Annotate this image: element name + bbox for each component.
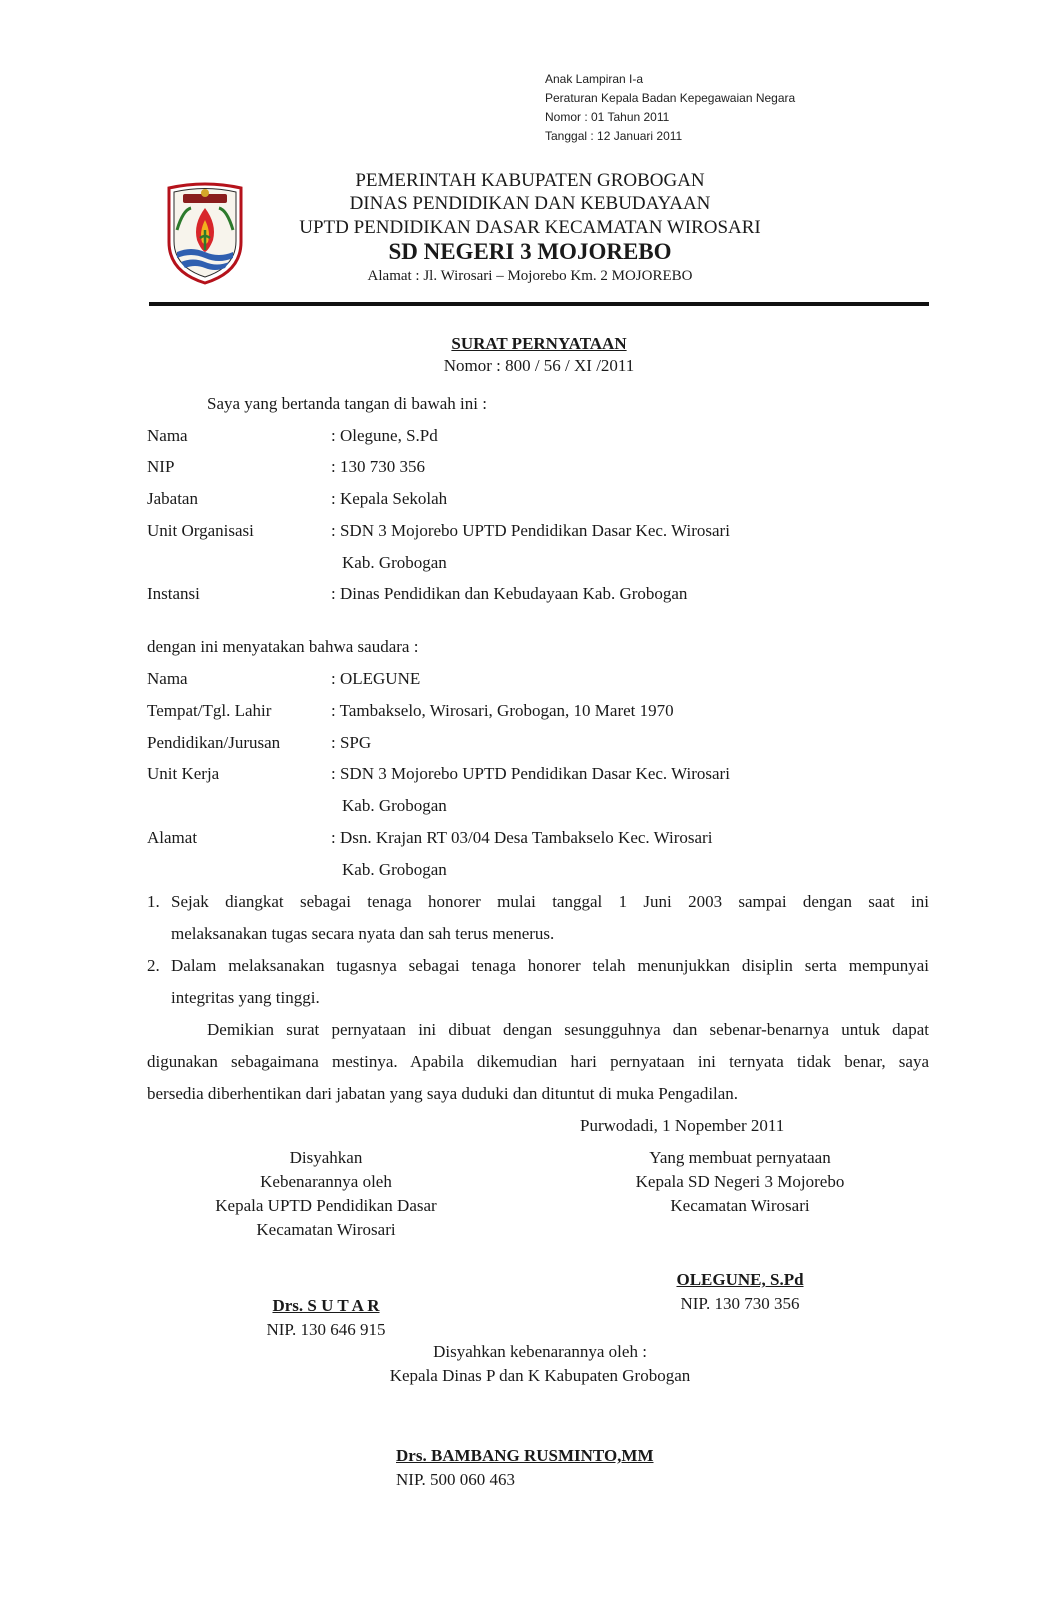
closing-line-2: digunakan sebagaimana mestinya. Apabila dikemudian hari pernyataan ini ternyata tidak benar, saya xyxy=(147,1052,929,1071)
left-signature-block xyxy=(176,1146,476,1242)
left-signer-nip: NIP. 130 646 915 xyxy=(266,1320,386,1339)
signer-name-value: : Olegune, S.Pd xyxy=(331,426,438,445)
left-signature-line: Kepala UPTD Pendidikan Dasar xyxy=(215,1196,437,1215)
subject-unit-label: Unit Kerja xyxy=(147,764,220,783)
left-signature-line: Disyahkan xyxy=(289,1148,363,1167)
point-2-line-1: Dalam melaksanakan tugasnya sebagai tenaga honorer telah menunjukkan disiplin serta mempunyai xyxy=(171,956,929,975)
subject-address-value: : Dsn. Krajan RT 03/04 Desa Tambakselo Kec. Wirosari xyxy=(331,828,713,847)
right-signature-line: Yang membuat pernyataan xyxy=(649,1148,831,1167)
reference-line: Anak Lampiran I-a xyxy=(545,72,644,86)
signer-nip-value: : 130 730 356 xyxy=(331,457,425,476)
signer-unit-value-cont: Kab. Grobogan xyxy=(342,553,447,572)
right-signature-line: Kecamatan Wirosari xyxy=(670,1196,810,1215)
signer-agency-value: : Dinas Pendidikan dan Kebudayaan Kab. Grobogan xyxy=(331,584,688,603)
signer-position-value: : Kepala Sekolah xyxy=(331,489,448,508)
point-1-number: 1. xyxy=(147,892,160,911)
document-number: Nomor : 800 / 56 / XI /2011 xyxy=(443,356,635,375)
reference-line: Nomor : 01 Tahun 2011 xyxy=(545,110,670,124)
bottom-signer-name: Drs. BAMBANG RUSMINTO,MM xyxy=(396,1446,654,1465)
bottom-signer-nip: NIP. 500 060 463 xyxy=(396,1470,516,1489)
right-signer-name: OLEGUNE, S.Pd xyxy=(676,1270,804,1289)
signer-position-label: Jabatan xyxy=(147,489,198,508)
right-signature-block xyxy=(600,1146,880,1218)
left-signature-line: Kebenarannya oleh xyxy=(260,1172,392,1191)
right-signer-nip: NIP. 130 730 356 xyxy=(680,1294,800,1313)
letterhead-government: PEMERINTAH KABUPATEN GROBOGAN xyxy=(355,170,705,191)
closing-line-3: bersedia diberhentikan dari jabatan yang saya duduki dan dituntut di muka Pengadilan. xyxy=(147,1084,739,1103)
letterhead-address: Alamat : Jl. Wirosari – Mojorebo Km. 2 MOJOREBO xyxy=(367,268,693,284)
left-signer-name: Drs. S U T A R xyxy=(272,1296,380,1315)
point-2-line-2: integritas yang tinggi. xyxy=(171,988,320,1007)
point-1-line-1: Sejak diangkat sebagai tenaga honorer mulai tanggal 1 Juni 2003 sampai dengan saat ini xyxy=(171,892,929,911)
reference-line: Peraturan Kepala Badan Kepegawaian Negara xyxy=(545,91,796,105)
subject-address-label: Alamat xyxy=(147,828,198,847)
subject-birth-value: : Tambakselo, Wirosari, Grobogan, 10 Maret 1970 xyxy=(331,701,674,720)
subject-unit-value-cont: Kab. Grobogan xyxy=(342,796,447,815)
right-signature-line: Kepala SD Negeri 3 Mojorebo xyxy=(635,1172,845,1191)
signer-nip-label: NIP xyxy=(147,457,175,476)
closing-line-1: Demikian surat pernyataan ini dibuat dengan sesungguhnya dan sebenar-benarnya untuk dapat xyxy=(207,1020,929,1039)
subject-education-value: : SPG xyxy=(331,733,372,752)
letterhead-school-name: SD NEGERI 3 MOJOREBO xyxy=(388,239,672,264)
subject-address-value-cont: Kab. Grobogan xyxy=(342,860,447,879)
letterhead-department: DINAS PENDIDIKAN DAN KEBUDAYAAN xyxy=(349,193,711,214)
document-title: SURAT PERNYATAAN xyxy=(451,334,627,353)
point-2-number: 2. xyxy=(147,956,160,975)
subject-education-label: Pendidikan/Jurusan xyxy=(147,733,281,752)
subject-name-label: Nama xyxy=(147,669,188,688)
letterhead-divider xyxy=(149,302,929,306)
letterhead-uptd: UPTD PENDIDIKAN DASAR KECAMATAN WIROSARI xyxy=(299,217,761,238)
bottom-signature-line: Disyahkan kebenarannya oleh : xyxy=(433,1342,647,1361)
subject-birth-label: Tempat/Tgl. Lahir xyxy=(147,701,272,720)
signer-unit-value: : SDN 3 Mojorebo UPTD Pendidikan Dasar Kec. Wirosari xyxy=(331,521,730,540)
point-1-line-2: melaksanakan tugas secara nyata dan sah terus menerus. xyxy=(171,924,555,943)
signer-agency-label: Instansi xyxy=(147,584,200,603)
intro-text: Saya yang bertanda tangan di bawah ini : xyxy=(207,394,487,413)
declaration-intro: dengan ini menyatakan bahwa saudara : xyxy=(147,637,419,656)
reference-line: Tanggal : 12 Januari 2011 xyxy=(545,129,683,143)
regency-emblem-icon xyxy=(163,180,247,285)
bottom-signature-block xyxy=(340,1340,740,1388)
subject-unit-value: : SDN 3 Mojorebo UPTD Pendidikan Dasar Kec. Wirosari xyxy=(331,764,730,783)
signer-name-label: Nama xyxy=(147,426,188,445)
left-signature-line: Kecamatan Wirosari xyxy=(256,1220,396,1239)
place-date: Purwodadi, 1 Nopember 2011 xyxy=(580,1116,785,1135)
bottom-signature-line: Kepala Dinas P dan K Kabupaten Grobogan xyxy=(389,1366,691,1385)
signer-unit-label: Unit Organisasi xyxy=(147,521,254,540)
subject-name-value: : OLEGUNE xyxy=(331,669,421,688)
attachment-reference xyxy=(545,70,795,146)
